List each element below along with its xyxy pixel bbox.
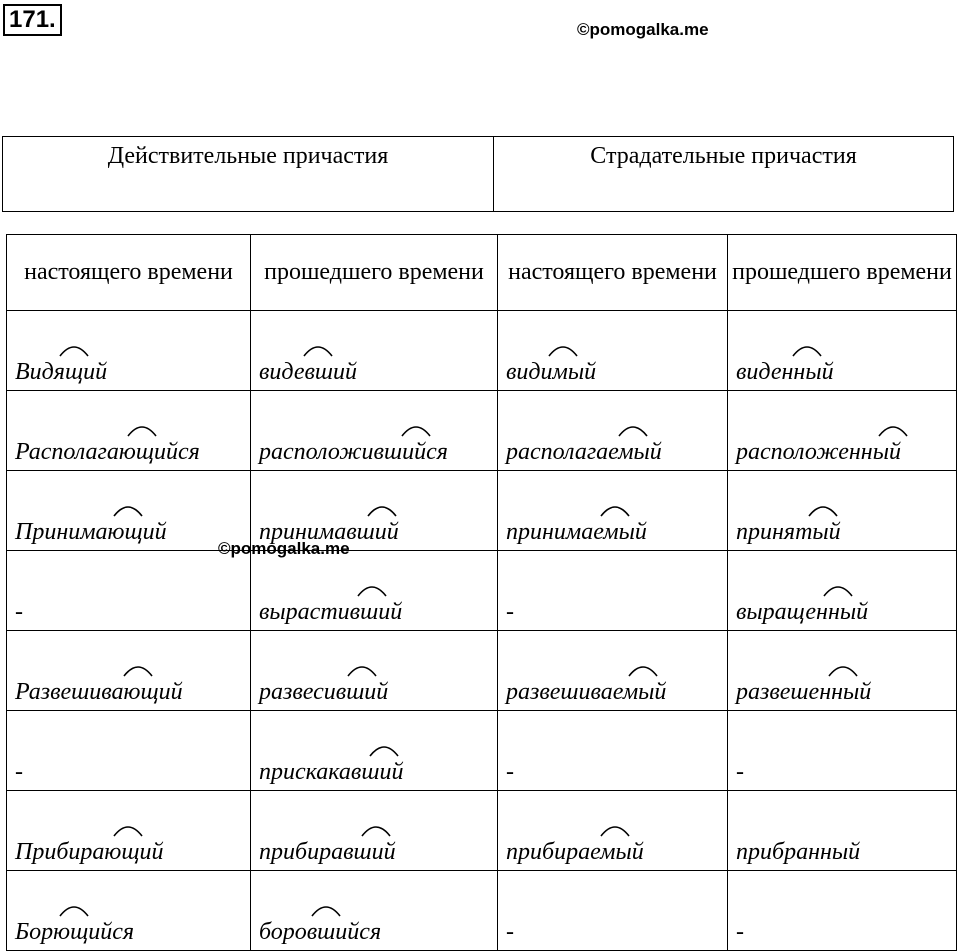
participle-word: расположившийся: [259, 439, 448, 465]
voice-header-table: [2, 136, 954, 212]
table-row: [7, 311, 957, 391]
suffix-arc-mark: [828, 663, 858, 677]
participle-word: -: [506, 759, 514, 785]
participle-cell: [498, 551, 728, 631]
participle-word: -: [506, 599, 514, 625]
participle-word: виденный: [736, 359, 834, 385]
participle-cell: [7, 791, 251, 871]
participle-cell: [7, 711, 251, 791]
participle-word: Прибирающий: [15, 839, 164, 865]
participle-cell: [728, 471, 957, 551]
participle-word: располагаемый: [506, 439, 662, 465]
participle-cell: [728, 711, 957, 791]
participle-cell: [498, 471, 728, 551]
participle-cell: [251, 551, 498, 631]
participle-word: Располагающийся: [15, 439, 200, 465]
suffix-arc-mark: [548, 343, 578, 357]
participle-cell: [498, 391, 728, 471]
participle-word: выращенный: [736, 599, 869, 625]
table-row: [7, 791, 957, 871]
suffix-arc-mark: [361, 823, 391, 837]
tense-header: настоящего времени: [498, 235, 728, 311]
participle-forms-table: [6, 234, 957, 951]
tense-header: прошедшего времени: [251, 235, 498, 311]
participle-word: боровшийся: [259, 919, 382, 945]
participle-word: -: [15, 759, 23, 785]
suffix-arc-mark: [59, 343, 89, 357]
participle-word: прибиравший: [259, 839, 396, 865]
participle-cell: [728, 871, 957, 951]
table-row: [7, 871, 957, 951]
participle-word: прискакавший: [259, 759, 404, 785]
suffix-arc-mark: [808, 503, 838, 517]
participle-cell: [251, 311, 498, 391]
participle-cell: [728, 311, 957, 391]
participle-word: Борющийся: [15, 919, 135, 945]
tense-header: прошедшего времени: [728, 235, 957, 311]
participle-word: прибранный: [736, 839, 861, 865]
participle-cell: [498, 711, 728, 791]
participle-cell: [7, 871, 251, 951]
participle-cell: [498, 791, 728, 871]
participle-cell: [7, 471, 251, 551]
participle-cell: [498, 871, 728, 951]
suffix-arc-mark: [347, 663, 377, 677]
suffix-arc-mark: [792, 343, 822, 357]
participle-cell: [728, 551, 957, 631]
participle-cell: [728, 631, 957, 711]
suffix-arc-mark: [127, 423, 157, 437]
tense-header-row: [7, 235, 957, 311]
suffix-arc-mark: [369, 743, 399, 757]
participle-word: развешенный: [736, 679, 872, 705]
participle-cell: [251, 791, 498, 871]
participle-cell: [7, 391, 251, 471]
participle-word: принятый: [736, 519, 841, 545]
tense-header: настоящего времени: [7, 235, 251, 311]
participle-cell: [498, 311, 728, 391]
suffix-arc-mark: [123, 663, 153, 677]
participle-word: Видящий: [15, 359, 108, 385]
suffix-arc-mark: [401, 423, 431, 437]
participle-word: принимаемый: [506, 519, 647, 545]
participle-cell: [251, 711, 498, 791]
participle-cell: [728, 391, 957, 471]
participle-word: видевший: [259, 359, 358, 385]
participle-cell: [251, 631, 498, 711]
participle-word: принимавший: [259, 519, 399, 545]
participle-cell: [7, 311, 251, 391]
participle-word: -: [506, 919, 514, 945]
participle-word: -: [15, 599, 23, 625]
table-row: [7, 631, 957, 711]
table-row: [7, 391, 957, 471]
watermark: ©pomogalka.me: [218, 539, 350, 558]
participle-word: прибираемый: [506, 839, 644, 865]
participle-cell: [251, 391, 498, 471]
participle-word: развесивший: [259, 679, 389, 705]
participle-word: -: [736, 759, 744, 785]
suffix-arc-mark: [618, 423, 648, 437]
active-participles-header: Действительные причастия: [3, 137, 494, 212]
suffix-arc-mark: [628, 663, 658, 677]
participle-cell: [498, 631, 728, 711]
participle-word: развешиваемый: [506, 679, 667, 705]
suffix-arc-mark: [367, 503, 397, 517]
suffix-arc-mark: [600, 823, 630, 837]
participle-word: Развешивающий: [15, 679, 183, 705]
table-row: [7, 551, 957, 631]
suffix-arc-mark: [823, 583, 853, 597]
suffix-arc-mark: [311, 903, 341, 917]
suffix-arc-mark: [113, 823, 143, 837]
watermark: ©pomogalka.me: [577, 20, 709, 39]
participle-word: видимый: [506, 359, 597, 385]
participle-word: -: [736, 919, 744, 945]
suffix-arc-mark: [59, 903, 89, 917]
participle-word: Принимающий: [15, 519, 167, 545]
participle-word: расположенный: [736, 439, 901, 465]
participle-word: вырастивший: [259, 599, 403, 625]
suffix-arc-mark: [878, 423, 908, 437]
suffix-arc-mark: [113, 503, 143, 517]
participle-cell: [728, 791, 957, 871]
suffix-arc-mark: [303, 343, 333, 357]
task-number: 171.: [3, 4, 62, 36]
table-row: [7, 711, 957, 791]
participle-cell: [251, 871, 498, 951]
participle-cell: [7, 551, 251, 631]
passive-participles-header: Страдательные причастия: [494, 137, 954, 212]
participle-cell: [7, 631, 251, 711]
table-row: [7, 471, 957, 551]
suffix-arc-mark: [600, 503, 630, 517]
suffix-arc-mark: [357, 583, 387, 597]
